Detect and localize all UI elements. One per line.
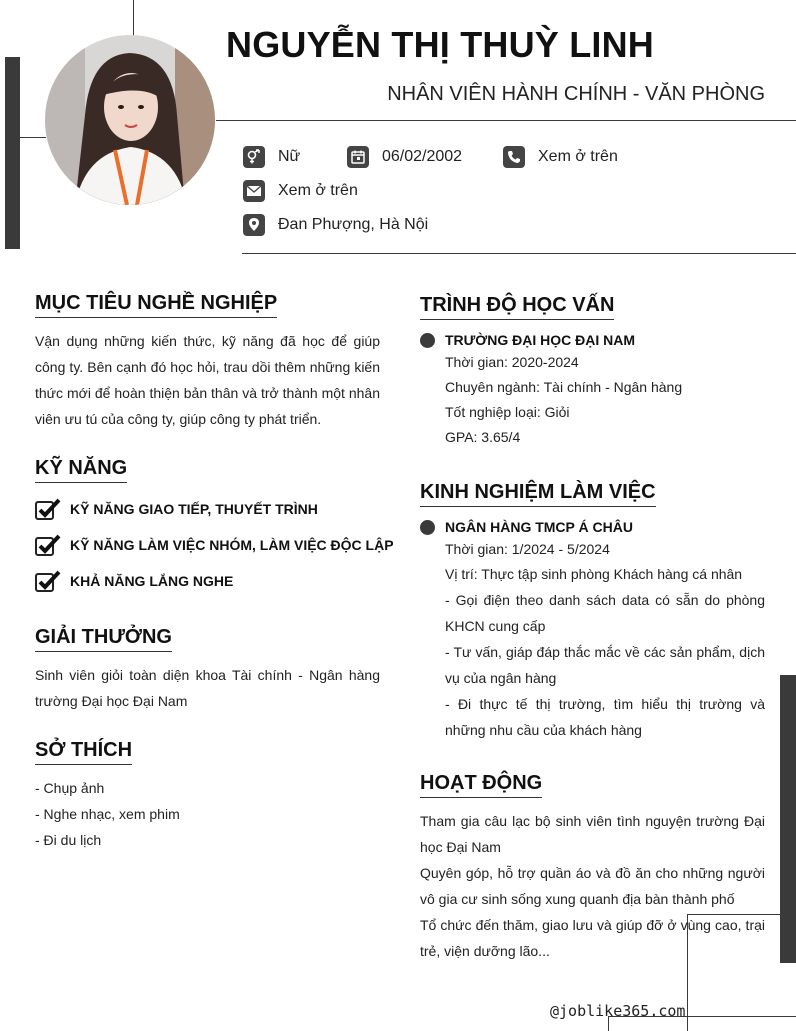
- experience-duty: - Tư vấn, giáp đáp thắc mắc về các sản phẩm, dịch vụ của ngân hàng: [445, 644, 765, 686]
- company-name: NGÂN HÀNG TMCP Á CHÂU: [445, 519, 633, 535]
- left-accent-bar: [5, 57, 20, 249]
- skill-item: [35, 563, 395, 599]
- objective-title: MỤC TIÊU NGHỀ NGHIỆP: [35, 292, 277, 318]
- header-divider: [216, 120, 796, 121]
- birthday-value: 06/02/2002: [382, 148, 463, 165]
- education-line: Tốt nghiệp loại: Giỏi: [445, 404, 570, 420]
- activity-item: Tổ chức đến thăm, giao lưu và giúp đỡ ở vùng cao, trại trẻ, viện dưỡng lão...: [420, 917, 765, 959]
- experience-role: Vị trí: Thực tập sinh phòng Khách hàng cá nhân: [445, 566, 743, 582]
- experience-duty: - Đi thực tế thị trường, tìm hiểu thị trường và những nhu cầu của khách hàng: [445, 696, 765, 738]
- education-title: TRÌNH ĐỘ HỌC VẤN: [420, 294, 614, 320]
- skills-title: KỸ NĂNG: [35, 457, 127, 483]
- address-value: Đan Phượng, Hà Nội: [278, 216, 429, 233]
- education-line: Chuyên ngành: Tài chính - Ngân hàng: [445, 379, 683, 395]
- top-vertical-line: [133, 0, 134, 36]
- contact-gender: [243, 146, 300, 168]
- contact-birthday: [347, 146, 462, 168]
- checkbox-check-icon: [35, 498, 61, 520]
- phone-icon: [503, 146, 525, 168]
- contact-phone: [503, 146, 618, 168]
- timeline-bullet: [420, 520, 435, 535]
- activity-item: Tham gia câu lạc bộ sinh viên tình nguyện trường Đại học Đại Nam: [420, 813, 765, 855]
- gender-value: Nữ: [278, 148, 301, 165]
- gender-icon: [243, 146, 265, 168]
- location-icon: [243, 214, 265, 236]
- experience-section: [420, 481, 765, 743]
- education-line: Thời gian: 2020-2024: [445, 354, 579, 370]
- education-section: [420, 294, 765, 450]
- photo-side-line: [20, 137, 46, 138]
- mail-icon: [243, 180, 265, 202]
- calendar-icon: [347, 146, 369, 168]
- checkbox-check-icon: [35, 570, 61, 592]
- skill-label: KỸ NĂNG GIAO TIẾP, THUYẾT TRÌNH: [70, 501, 318, 517]
- job-position: NHÂN VIÊN HÀNH CHÍNH - VĂN PHÒNG: [387, 83, 765, 105]
- watermark: @joblike365.com: [550, 1002, 686, 1020]
- checkbox-check-icon: [35, 534, 61, 556]
- education-line: GPA: 3.65/4: [445, 429, 521, 445]
- hobby-item: - Đi du lịch: [35, 832, 102, 848]
- contact-divider: [242, 253, 796, 254]
- activity-item: Quyên góp, hỗ trợ quần áo và đồ ăn cho những người vô gia cư sinh sống xung quanh địa bàn thành phố: [420, 865, 765, 907]
- hobby-item: - Chụp ảnh: [35, 780, 105, 796]
- hobbies-title: SỞ THÍCH: [35, 739, 132, 765]
- activities-title: HOẠT ĐỘNG: [420, 772, 542, 798]
- timeline-bullet: [420, 333, 435, 348]
- experience-title: KINH NGHIỆM LÀM VIỆC: [420, 481, 656, 507]
- skill-label: KHẢ NĂNG LẮNG NGHE: [70, 573, 234, 589]
- contact-address: [243, 214, 428, 236]
- objective-text: Vận dụng những kiến thức, kỹ năng đã học để giúp công ty. Bên cạnh đó học hỏi, trau dồi thêm những kiến thức mới để hoàn thiện bản thân và trở thành một nhân viên ưu tú của công ty, giúp công ty phát triển.: [35, 333, 380, 427]
- skills-section: [35, 457, 395, 599]
- awards-section: [35, 626, 380, 714]
- hobby-item: - Nghe nhạc, xem phim: [35, 806, 180, 822]
- candidate-name: NGUYỄN THỊ THUỲ LINH: [226, 24, 655, 65]
- right-accent-bar: [780, 675, 796, 963]
- objective-section: [35, 292, 380, 432]
- experience-duty: - Gọi điện theo danh sách data có sẵn do phòng KHCN cung cấp: [445, 592, 765, 634]
- skill-label: KỸ NĂNG LÀM VIỆC NHÓM, LÀM VIỆC ĐỘC LẬP: [70, 537, 394, 553]
- skill-item: [35, 491, 395, 527]
- activities-section: [420, 772, 765, 964]
- profile-photo: [45, 35, 215, 205]
- contact-email: [243, 180, 358, 202]
- school-name: TRƯỜNG ĐẠI HỌC ĐẠI NAM: [445, 332, 635, 348]
- skill-item: [35, 527, 395, 563]
- awards-text: Sinh viên giỏi toàn diện khoa Tài chính - Ngân hàng trường Đại học Đại Nam: [35, 667, 380, 709]
- email-value: Xem ở trên: [278, 182, 358, 199]
- phone-value: Xem ở trên: [538, 148, 618, 165]
- hobbies-section: [35, 739, 380, 853]
- experience-time: Thời gian: 1/2024 - 5/2024: [445, 541, 610, 557]
- awards-title: GIẢI THƯỞNG: [35, 626, 172, 652]
